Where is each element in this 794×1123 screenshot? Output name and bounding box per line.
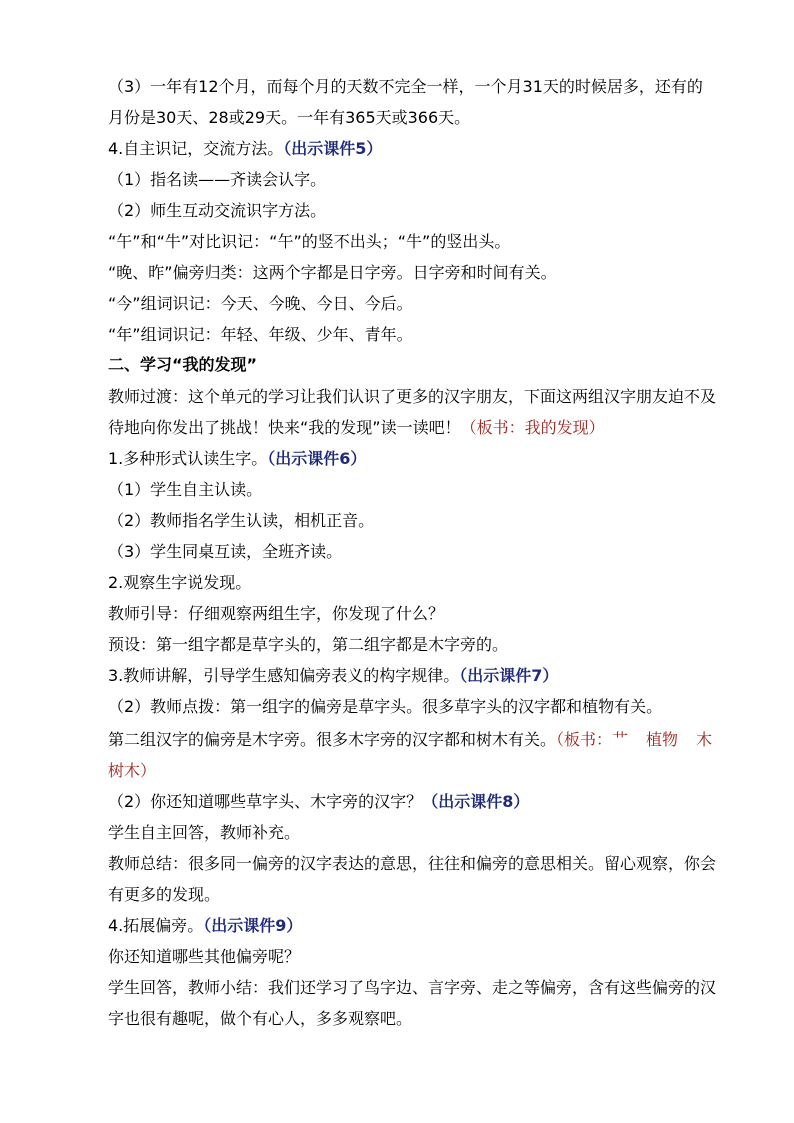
paragraph-line: 有更多的发现。 xyxy=(108,885,221,904)
paragraph-line: 预设：第一组字都是草字头的，第二组字都是木字旁的。 xyxy=(108,635,509,654)
paragraph-line: （2）师生互动交流识字方法。 xyxy=(108,201,327,220)
paragraph-line: 你还知道哪些其他偏旁呢？ xyxy=(108,947,301,966)
step-heading xyxy=(108,666,558,686)
board-label: （板书： xyxy=(556,730,613,749)
paragraph-line: （3）一年有12个月，而每个月的天数不完全一样，一个月31天的时候居多，还有的 xyxy=(108,77,703,96)
courseware-note: （出示课件6） xyxy=(267,449,367,468)
step-heading xyxy=(108,916,302,936)
section-heading: 二、学习“我的发现” xyxy=(108,355,258,374)
step-text: 3.教师讲解，引导学生感知偏旁表义的构字规律。 xyxy=(108,666,460,685)
board-note: 树木） xyxy=(108,761,157,780)
board-note xyxy=(556,730,712,749)
paragraph-line: 教师引导：仔细观察两组生字，你发现了什么？ xyxy=(108,604,445,623)
paragraph-line: “午”和“牛”对比识记：“午”的竖不出头；“牛”的竖出头。 xyxy=(108,232,511,251)
courseware-note: （出示课件8） xyxy=(422,792,530,811)
step-text: 4.拓展偏旁。 xyxy=(108,916,204,935)
paragraph-line: （2）教师指名学生认读，相机正音。 xyxy=(108,511,375,530)
paragraph-line: 月份是30天、28或29天。一年有365天或366天。 xyxy=(108,108,471,127)
step-text: （2）你还知道哪些草字头、木字旁的汉字？ xyxy=(108,792,423,811)
paragraph-line: （3）学生同桌互读，全班齐读。 xyxy=(108,542,343,561)
board-meaning: 植物 xyxy=(646,730,679,749)
paragraph-text: 待地向你发出了挑战！快来“我的发现”读一读吧！ xyxy=(108,418,461,437)
paragraph-line: 学生自主回答，教师补充。 xyxy=(108,823,301,842)
paragraph-line: 学生回答，教师小结：我们还学习了鸟字边、言字旁、走之等偏旁，含有这些偏旁的汉 xyxy=(108,978,717,997)
paragraph-line: 2.观察生字说发现。 xyxy=(108,573,252,592)
paragraph-line: （2）教师点拨：第一组字的偏旁是草字头。很多草字头的汉字都和植物有关。 xyxy=(108,697,663,716)
paragraph-line xyxy=(108,418,605,438)
courseware-note: （出示课件9） xyxy=(203,916,303,935)
paragraph-line: 字也很有趣呢，做个有心人，多多观察吧。 xyxy=(108,1009,413,1028)
paragraph-text: 第二组汉字的偏旁是木字旁。很多木字旁的汉字都和树木有关。 xyxy=(108,730,557,749)
step-heading xyxy=(108,449,366,469)
paragraph-line xyxy=(108,730,712,750)
board-radical: 木 xyxy=(696,730,713,749)
step-heading xyxy=(108,792,529,812)
board-radical: 艹 xyxy=(612,730,629,749)
step-text: 4.自主识记，交流方法。 xyxy=(108,139,284,158)
board-note: （板书：我的发现） xyxy=(460,418,605,437)
paragraph-line: “晚、昨”偏旁归类：这两个字都是日字旁。日字旁和时间有关。 xyxy=(108,263,557,282)
step-heading xyxy=(108,139,382,159)
courseware-note: （出示课件5） xyxy=(283,139,383,158)
paragraph-line: （1）指名读——齐读会认字。 xyxy=(108,170,327,189)
paragraph-line: 教师过渡：这个单元的学习让我们认识了更多的汉字朋友，下面这两组汉字朋友迫不及 xyxy=(108,387,717,406)
paragraph-line: “今”组词识记：今天、今晚、今日、今后。 xyxy=(108,294,413,313)
step-text: 1.多种形式认读生字。 xyxy=(108,449,268,468)
courseware-note: （出示课件7） xyxy=(459,666,559,685)
paragraph-line: “年”组词识记：年轻、年级、少年、青年。 xyxy=(108,325,413,344)
paragraph-line: （1）学生自主认读。 xyxy=(108,480,263,499)
paragraph-line: 教师总结：很多同一偏旁的汉字表达的意思，往往和偏旁的意思相关。留心观察，你会 xyxy=(108,854,717,873)
